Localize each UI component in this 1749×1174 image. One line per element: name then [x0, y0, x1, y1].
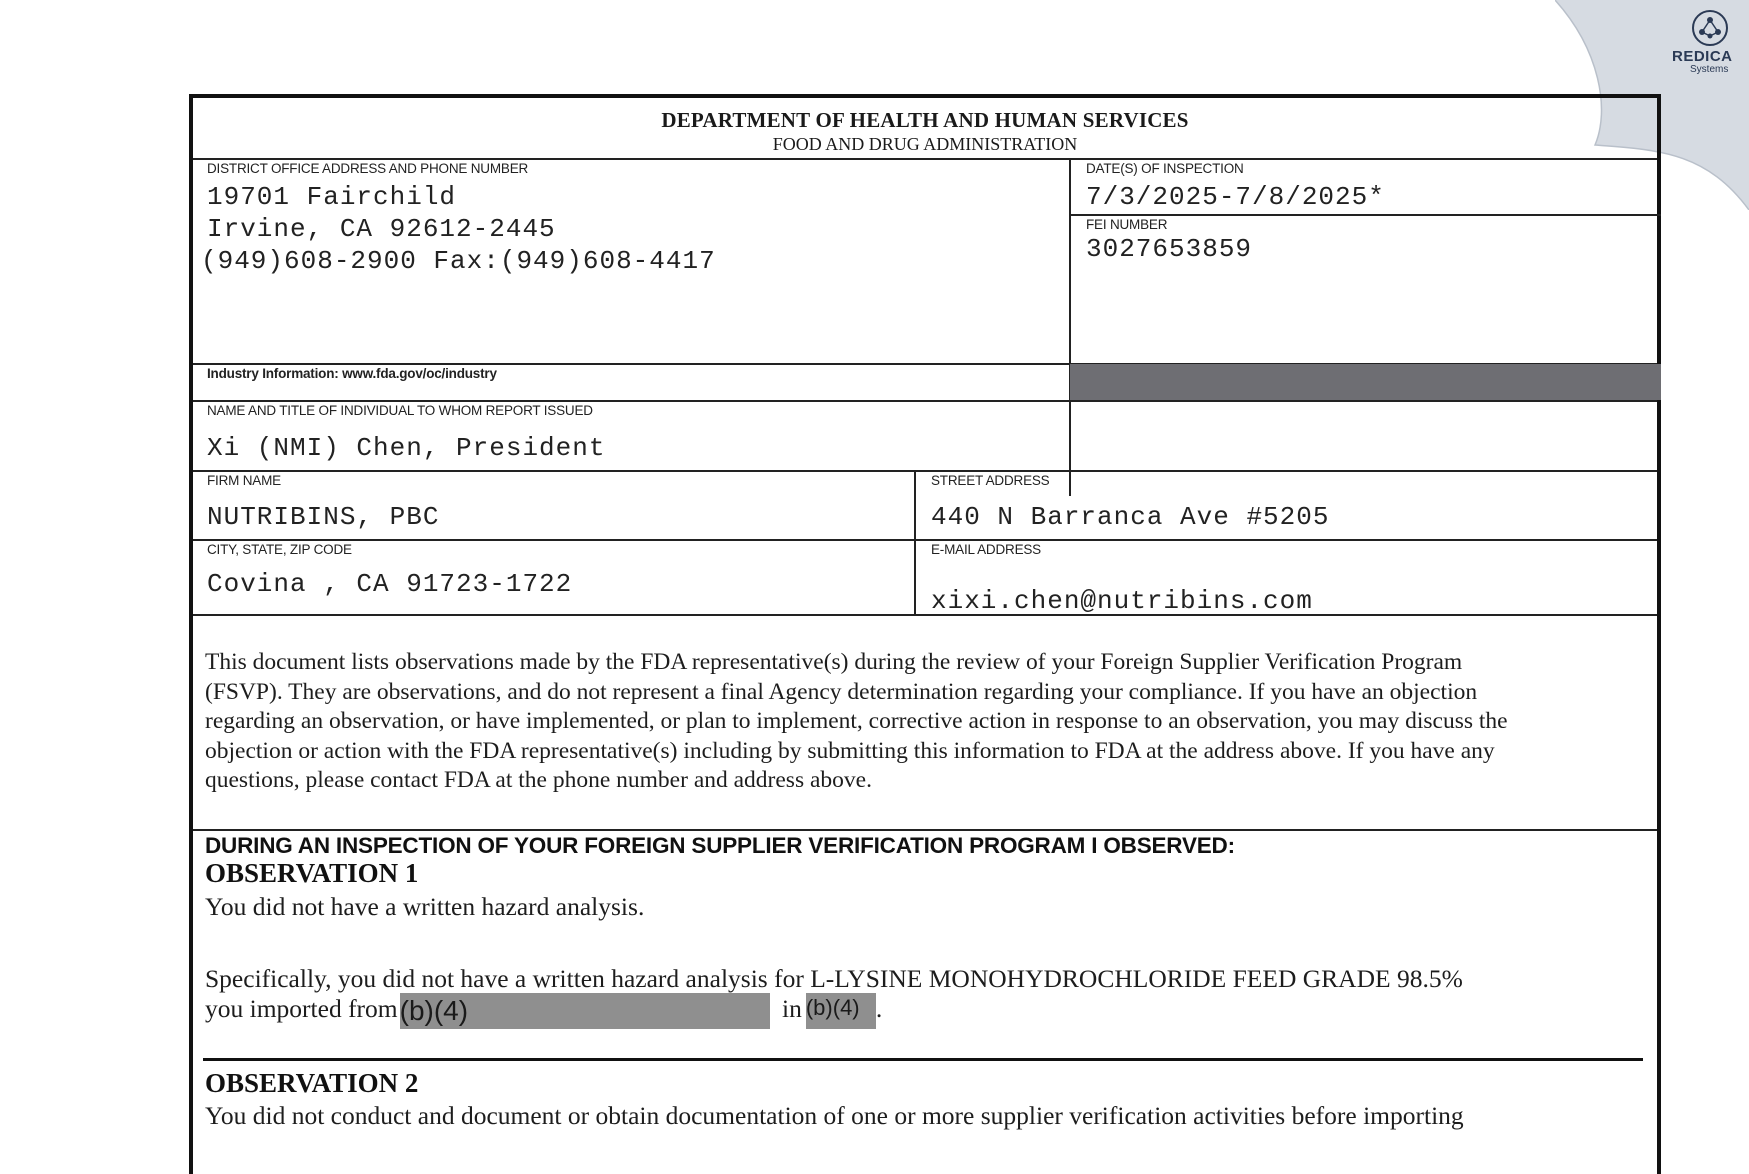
divider [914, 470, 916, 614]
divider [193, 829, 1657, 831]
observation-2-summary: You did not conduct and document or obtain documentation of one or more supplier verification activities before importing [205, 1101, 1464, 1130]
detail-text: . [875, 993, 883, 1023]
divider [193, 400, 1657, 402]
redica-logo-icon [1690, 8, 1730, 48]
email-label: E-MAIL ADDRESS [931, 542, 1041, 557]
redaction-box: (b)(4) [400, 993, 770, 1029]
firm-name-label: FIRM NAME [207, 473, 281, 488]
fei-number-label: FEI NUMBER [1086, 217, 1168, 232]
agency-subheading: FOOD AND DRUG ADMINISTRATION [772, 134, 1078, 154]
observation-1-summary: You did not have a written hazard analysis. [205, 892, 645, 921]
detail-text: in [782, 993, 802, 1023]
divider [193, 539, 1657, 541]
intro-paragraph [205, 648, 1650, 796]
department-heading: DEPARTMENT OF HEALTH AND HUMAN SERVICES [661, 108, 1189, 132]
inspection-dates-label: DATE(S) OF INSPECTION [1086, 161, 1244, 176]
divider [193, 158, 1657, 160]
district-office-label: DISTRICT OFFICE ADDRESS AND PHONE NUMBER [207, 161, 529, 176]
district-address-line2: Irvine, CA 92612-2445 [207, 214, 556, 244]
street-address-value: 440 N Barranca Ave #5205 [931, 502, 1330, 532]
street-address-label: STREET ADDRESS [931, 473, 1050, 488]
recipient-label: NAME AND TITLE OF INDIVIDUAL TO WHOM REPORT ISSUED [207, 403, 593, 418]
redica-logo-text: REDICA [1672, 48, 1733, 65]
city-state-zip-value: Covina , CA 91723-1722 [207, 569, 573, 599]
fei-number-value: 3027653859 [1086, 234, 1253, 264]
observation-2-title: OBSERVATION 2 [205, 1068, 419, 1098]
intro-line: (FSVP). They are observations, and do not represent a final Agency determination regarding your compliance. If you have an objection [205, 678, 1478, 705]
redica-logo-subtext: Systems [1690, 64, 1729, 75]
detail-text: you imported from [205, 993, 398, 1023]
divider [193, 614, 1657, 616]
intro-line: This document lists observations made by the FDA representative(s) during the review of your Foreign Supplier Verification Program [205, 649, 1463, 675]
observation-separator [203, 1058, 1643, 1061]
recipient-value: Xi (NMI) Chen, President [207, 433, 606, 463]
firm-name-value: NUTRIBINS, PBC [207, 502, 440, 532]
divider [1069, 158, 1071, 496]
inspection-dates-value: 7/3/2025-7/8/2025* [1086, 182, 1385, 212]
redaction-box: (b)(4) [806, 993, 876, 1029]
intro-line: objection or action with the FDA representative(s) including by submitting this information to FDA at the address above. If you have any [205, 737, 1495, 764]
district-address-line1: 19701 Fairchild [207, 182, 457, 212]
observation-1-title: OBSERVATION 1 [205, 858, 419, 888]
divider [193, 470, 1657, 472]
industry-info-label: Industry Information: www.fda.gov/oc/industry [207, 366, 497, 381]
observations-heading: DURING AN INSPECTION OF YOUR FOREIGN SUPPLIER VERIFICATION PROGRAM I OBSERVED: [205, 833, 1235, 858]
observation-1-detail-line1: Specifically, you did not have a written hazard analysis for L-LYSINE MONOHYDROCHLORIDE FEED GRADE 98.5% [205, 964, 1463, 993]
email-value: xixi.chen@nutribins.com [931, 586, 1313, 616]
fda-483-form [189, 94, 1661, 1174]
district-phone-fax: (949)608-2900 Fax:(949)608-4417 [201, 246, 716, 276]
city-state-zip-label: CITY, STATE, ZIP CODE [207, 542, 352, 557]
divider [1069, 214, 1661, 216]
intro-line: regarding an observation, or have implemented, or plan to implement, corrective action in response to an observation, you may discuss the [205, 708, 1508, 734]
observation-1-detail-line2 [205, 993, 882, 1029]
intro-line: questions, please contact FDA at the phone number and address above. [205, 767, 872, 793]
shaded-block [1070, 364, 1661, 400]
